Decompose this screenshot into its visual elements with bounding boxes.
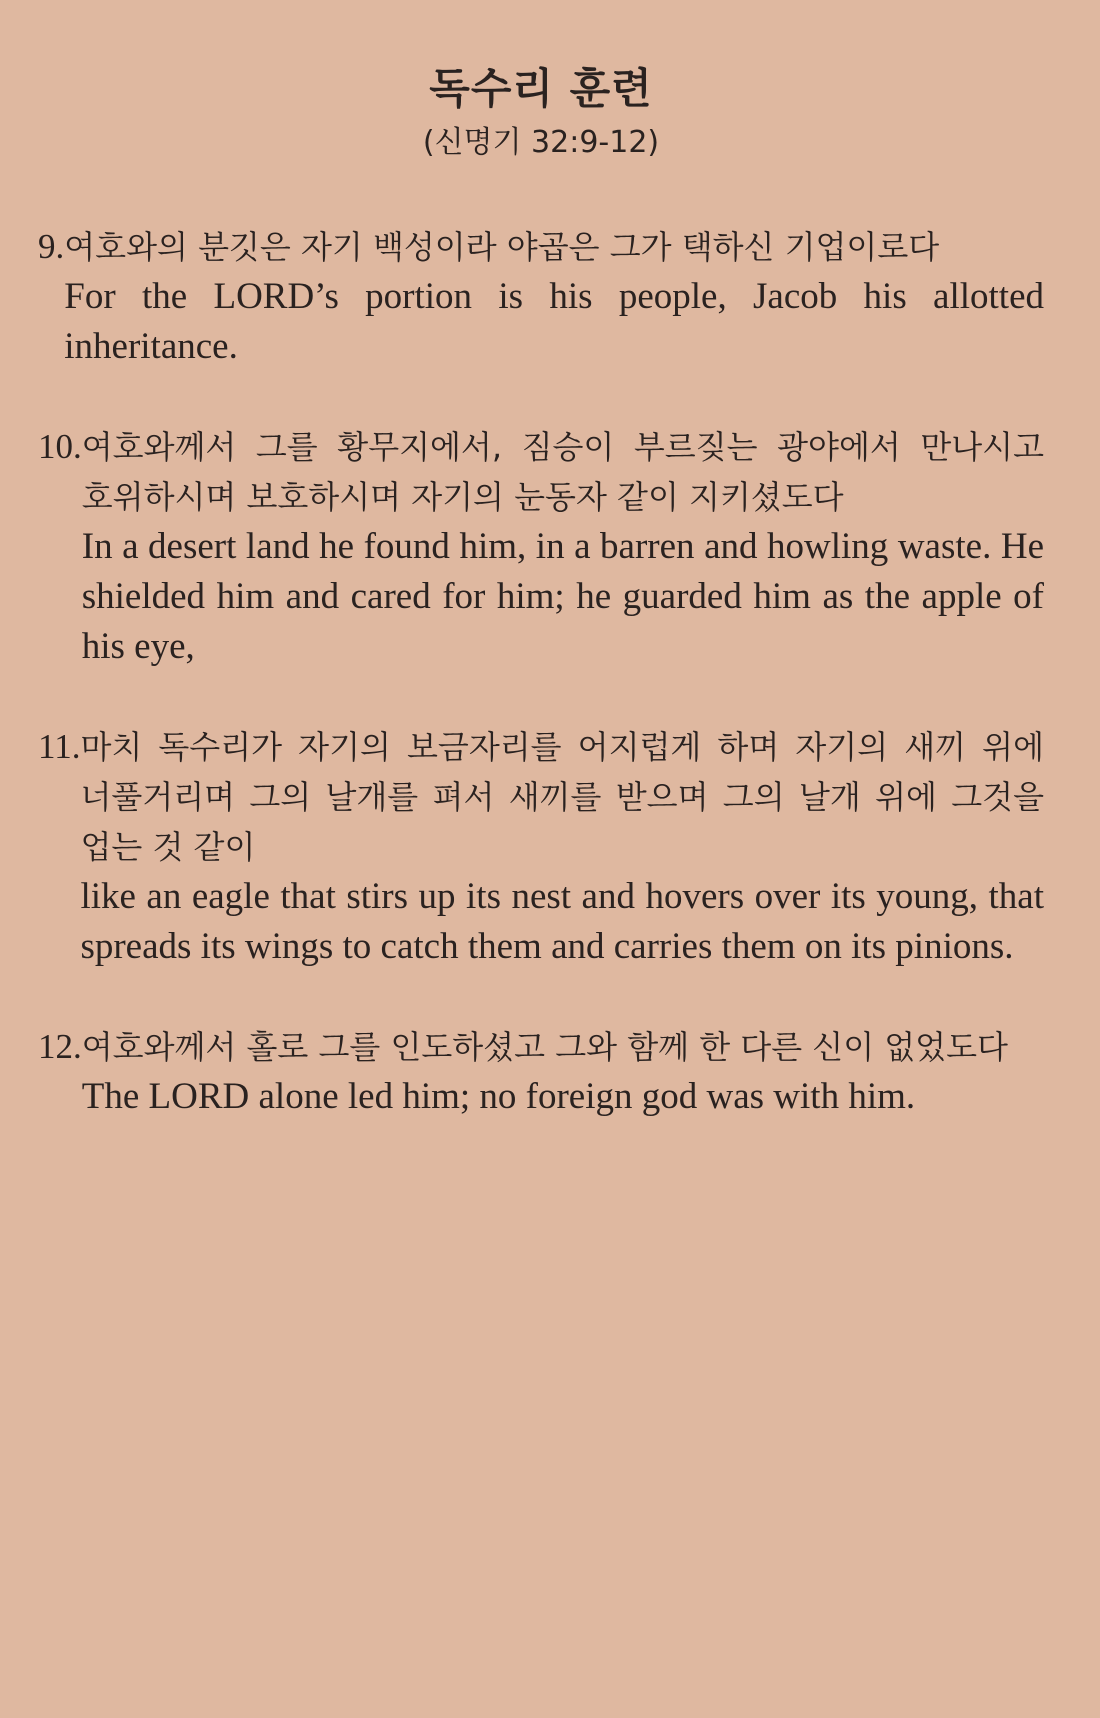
verse-korean-text: 여호와께서 그를 황무지에서, 짐승이 부르짖는 광야에서 만나시고 호위하시며 보호하시며 자기의 눈동자 같이 지키셨도다: [81, 428, 1044, 516]
verse-body: [82, 1022, 1044, 1122]
verse-body: [64, 222, 1044, 372]
verse-korean-text: 여호와께서 홀로 그를 인도하셨고 그와 함께 한 다른 신이 없었도다: [81, 1028, 1008, 1066]
verse-korean-text: 여호와의 분깃은 자기 백성이라 야곱은 그가 택하신 기업이로다: [64, 228, 940, 266]
verse-korean-text: 마치 독수리가 자기의 보금자리를 어지럽게 하며 자기의 새끼 위에 너풀거리며 그의 날개를 펴서 새끼를 받으며 그의 날개 위에 그것을 업는 것 같이: [80, 728, 1044, 866]
verse-body: [80, 722, 1044, 972]
verse-english-text: In a desert land he found him, in a barren and howling waste. He shielded him and cared for him; he guarded him as the apple of his eye,: [81, 526, 1044, 667]
header: [38, 58, 1044, 164]
verse-10: [38, 422, 1044, 672]
verse-number: 9.: [38, 227, 65, 266]
verse-9: [38, 222, 1044, 372]
verse-body: [82, 422, 1044, 672]
verse-11: [38, 722, 1044, 972]
scripture-reference: (신명기 32:9-12): [422, 125, 660, 160]
verse-number: 12.: [38, 1027, 82, 1066]
verse-english-text: For the LORD’s portion is his people, Jacob his allotted inheritance.: [64, 276, 1044, 367]
verse-list: [38, 222, 1044, 1122]
verse-english-text: like an eagle that stirs up its nest and hovers over its young, that spreads its wings to catch them and carries them on its pinions.: [80, 876, 1044, 967]
verse-number: 10.: [38, 427, 82, 466]
verse-english-text: The LORD alone led him; no foreign god was with him.: [81, 1076, 916, 1117]
verse-12: [38, 1022, 1044, 1122]
page-title: 독수리 훈련: [429, 64, 653, 113]
verse-number: 11.: [38, 727, 81, 766]
